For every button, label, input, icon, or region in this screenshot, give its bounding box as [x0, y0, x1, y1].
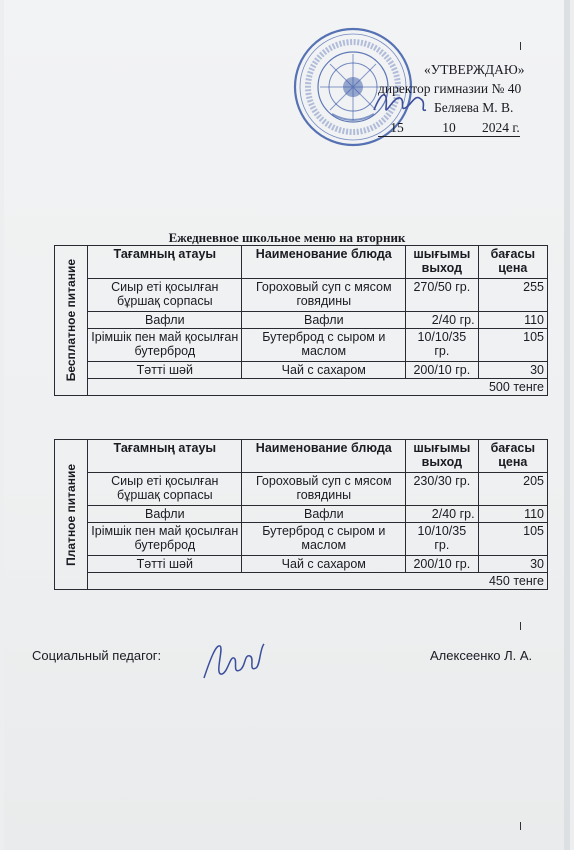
col-ru-name-header: Наименование блюда: [242, 440, 406, 473]
dish-ru: Бутерброд с сыром и маслом: [242, 523, 406, 556]
col-price-header: [478, 246, 547, 279]
dish-kz: Тәтті шәй: [88, 556, 242, 573]
dish-ru: Чай с сахаром: [242, 556, 406, 573]
dish-ru: Гороховый суп с мясом говядины: [242, 473, 406, 506]
pedagog-signature-scribble: [200, 636, 268, 686]
dish-kz: Сиыр еті қосылған бұршақ сорпасы: [88, 473, 242, 506]
dish-price: 30: [478, 556, 547, 573]
footer-role: Социальный педагог:: [32, 648, 162, 663]
paid-meals-total: 450 тенге: [88, 573, 548, 590]
table-row: [55, 329, 548, 362]
dish-yield: 10/10/35 гр.: [406, 523, 479, 556]
document-page: [4, 0, 570, 850]
table-header-row: [55, 246, 548, 279]
col-price-kz: бағасы: [490, 441, 536, 455]
approval-name: Беляева М. В.: [434, 100, 514, 115]
table-header-row: [55, 440, 548, 473]
menu-title: Ежедневное школьное меню на вторник: [168, 230, 406, 245]
table-row: [55, 473, 548, 506]
approval-date-year: 2024 г.: [482, 120, 520, 135]
dish-price: 110: [478, 506, 547, 523]
page-mark: [520, 622, 521, 630]
dish-ru: Вафли: [242, 506, 406, 523]
col-kz-name-header: Тағамның атауы: [88, 246, 242, 279]
dish-kz: Ірімшік пен май қосылған бутерброд: [88, 523, 242, 556]
dish-yield: 2/40 гр.: [406, 506, 479, 523]
dish-price: 105: [478, 329, 547, 362]
col-price-kz: бағасы: [490, 247, 536, 261]
col-yield-kz: шығымы: [413, 441, 471, 455]
dish-kz: Вафли: [88, 312, 242, 329]
free-meals-category-cell: [55, 246, 88, 396]
free-meals-total: 500 тенге: [88, 379, 548, 396]
dish-yield: 230/30 гр.: [406, 473, 479, 506]
dish-price: 255: [478, 279, 547, 312]
col-price-header: [478, 440, 547, 473]
dish-price: 30: [478, 362, 547, 379]
page-mark: [520, 822, 521, 830]
table-row: [55, 279, 548, 312]
paid-meals-category-label: Платное питание: [64, 463, 79, 566]
dish-kz: Ірімшік пен май қосылған бутерброд: [88, 329, 242, 362]
approval-position: директор гимназии № 40: [378, 81, 522, 96]
dish-kz: Сиыр еті қосылған бұршақ сорпасы: [88, 279, 242, 312]
table-row: [55, 523, 548, 556]
dish-yield: 10/10/35 гр.: [406, 329, 479, 362]
col-yield-ru: выход: [421, 261, 463, 275]
dish-kz: Вафли: [88, 506, 242, 523]
table-row: [55, 556, 548, 573]
dish-ru: Чай с сахаром: [242, 362, 406, 379]
col-yield-header: [406, 246, 479, 279]
page-edge-shadow: [564, 0, 570, 850]
dish-price: 105: [478, 523, 547, 556]
table-row: [55, 362, 548, 379]
page-mark: [520, 42, 521, 50]
col-yield-ru: выход: [421, 455, 463, 469]
col-price-ru: цена: [498, 455, 528, 469]
table-row: [55, 312, 548, 329]
paid-meals-category-cell: [55, 440, 88, 590]
approval-date-month: 10: [416, 119, 482, 137]
table-total-row: [55, 573, 548, 590]
dish-price: 205: [478, 473, 547, 506]
dish-yield: 2/40 гр.: [406, 312, 479, 329]
dish-price: 110: [478, 312, 547, 329]
col-price-ru: цена: [498, 261, 528, 275]
approval-heading: «УТВЕРЖДАЮ»: [424, 62, 525, 77]
col-yield-header: [406, 440, 479, 473]
dish-yield: 200/10 гр.: [406, 556, 479, 573]
dish-kz: Тәтті шәй: [88, 362, 242, 379]
footer-name: Алексеенко Л. А.: [430, 648, 533, 663]
table-row: [55, 506, 548, 523]
free-meals-category-label: Бесплатное питание: [64, 259, 79, 382]
dish-ru: Гороховый суп с мясом говядины: [242, 279, 406, 312]
free-meals-table: [54, 245, 548, 396]
dish-ru: Бутерброд с сыром и маслом: [242, 329, 406, 362]
approval-date-day: 15: [378, 119, 416, 137]
paid-meals-table: [54, 439, 548, 590]
dish-yield: 270/50 гр.: [406, 279, 479, 312]
dish-yield: 200/10 гр.: [406, 362, 479, 379]
col-kz-name-header: Тағамның атауы: [88, 440, 242, 473]
col-yield-kz: шығымы: [413, 247, 471, 261]
table-total-row: [55, 379, 548, 396]
dish-ru: Вафли: [242, 312, 406, 329]
col-ru-name-header: Наименование блюда: [242, 246, 406, 279]
approval-date: [378, 119, 520, 137]
